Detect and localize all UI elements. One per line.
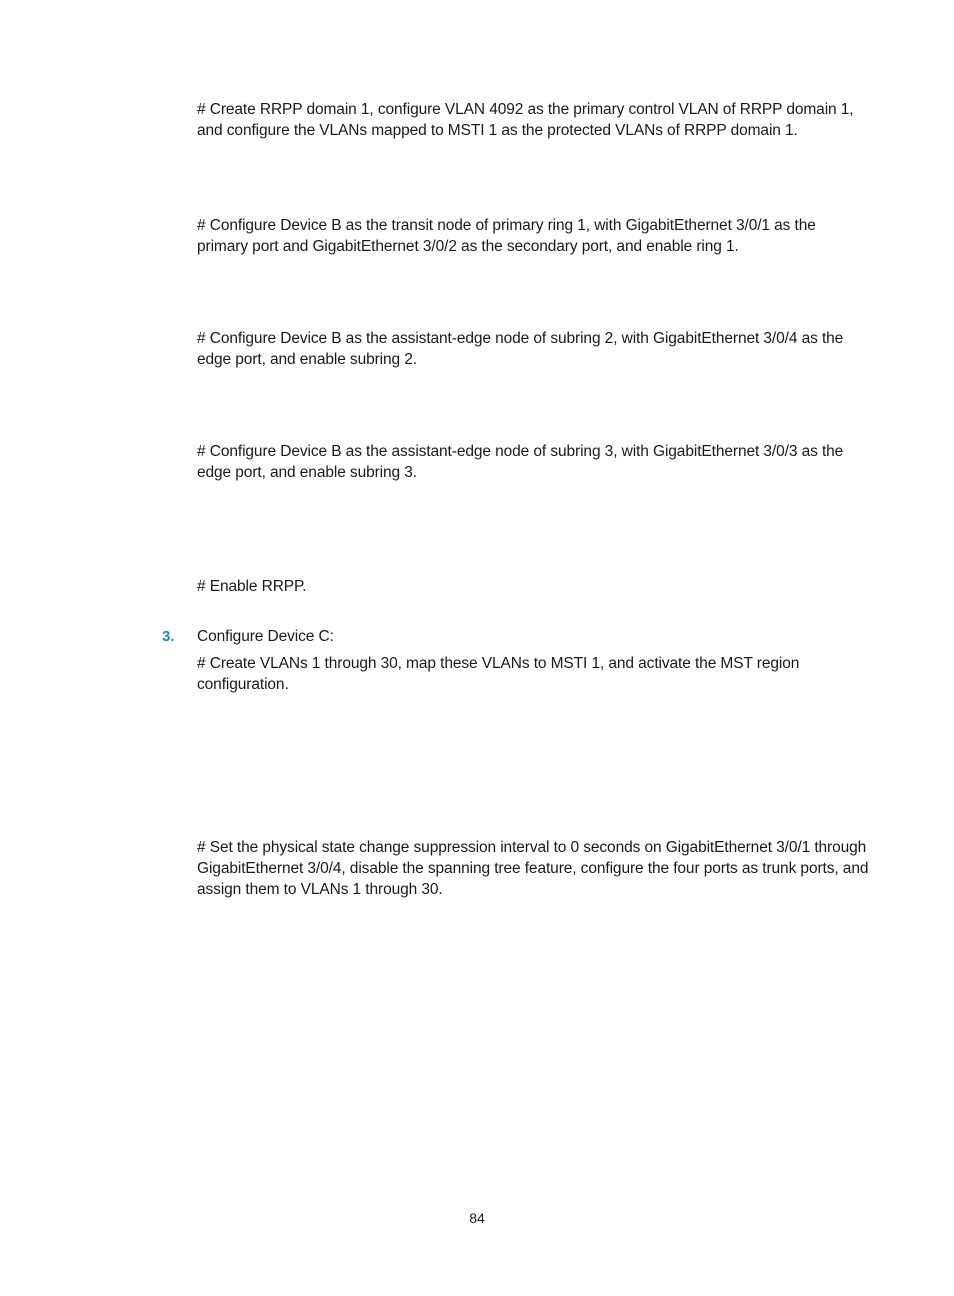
step-heading-configure-device-c: Configure Device C: bbox=[197, 628, 334, 645]
paragraph-configure-subring-3: # Configure Device B as the assistant-edge node of subring 3, with GigabitEthernet 3/0/3 as the edge port, and enable subring 3. bbox=[197, 443, 844, 481]
paragraph-create-vlans: # Create VLANs 1 through 30, map these VLANs to MSTI 1, and activate the MST region configuration. bbox=[197, 655, 800, 693]
paragraph-set-suppression-interval: # Set the physical state change suppression interval to 0 seconds on GigabitEthernet 3/0/1 through GigabitEthernet 3/0/4, disable the spanning tree feature, configure the four ports as trunk ports, and assign them to VLANs 1 through 30. bbox=[197, 839, 869, 898]
paragraph-configure-subring-2: # Configure Device B as the assistant-edge node of subring 2, with GigabitEthernet 3/0/4 as the edge port, and enable subring 2. bbox=[197, 330, 844, 368]
paragraph-enable-rrpp: # Enable RRPP. bbox=[197, 578, 307, 595]
paragraph-create-rrpp-domain: # Create RRPP domain 1, configure VLAN 4092 as the primary control VLAN of RRPP domain 1, and configure the VLANs mapped to MSTI 1 as the protected VLANs of RRPP domain 1. bbox=[197, 101, 854, 139]
paragraph-configure-transit-node: # Configure Device B as the transit node of primary ring 1, with GigabitEthernet 3/0/1 as the primary port and GigabitEthernet 3/0/2 as the secondary port, and enable ring 1. bbox=[197, 217, 816, 255]
step-number: 3. bbox=[162, 628, 175, 645]
page-number: 84 bbox=[469, 1210, 485, 1226]
